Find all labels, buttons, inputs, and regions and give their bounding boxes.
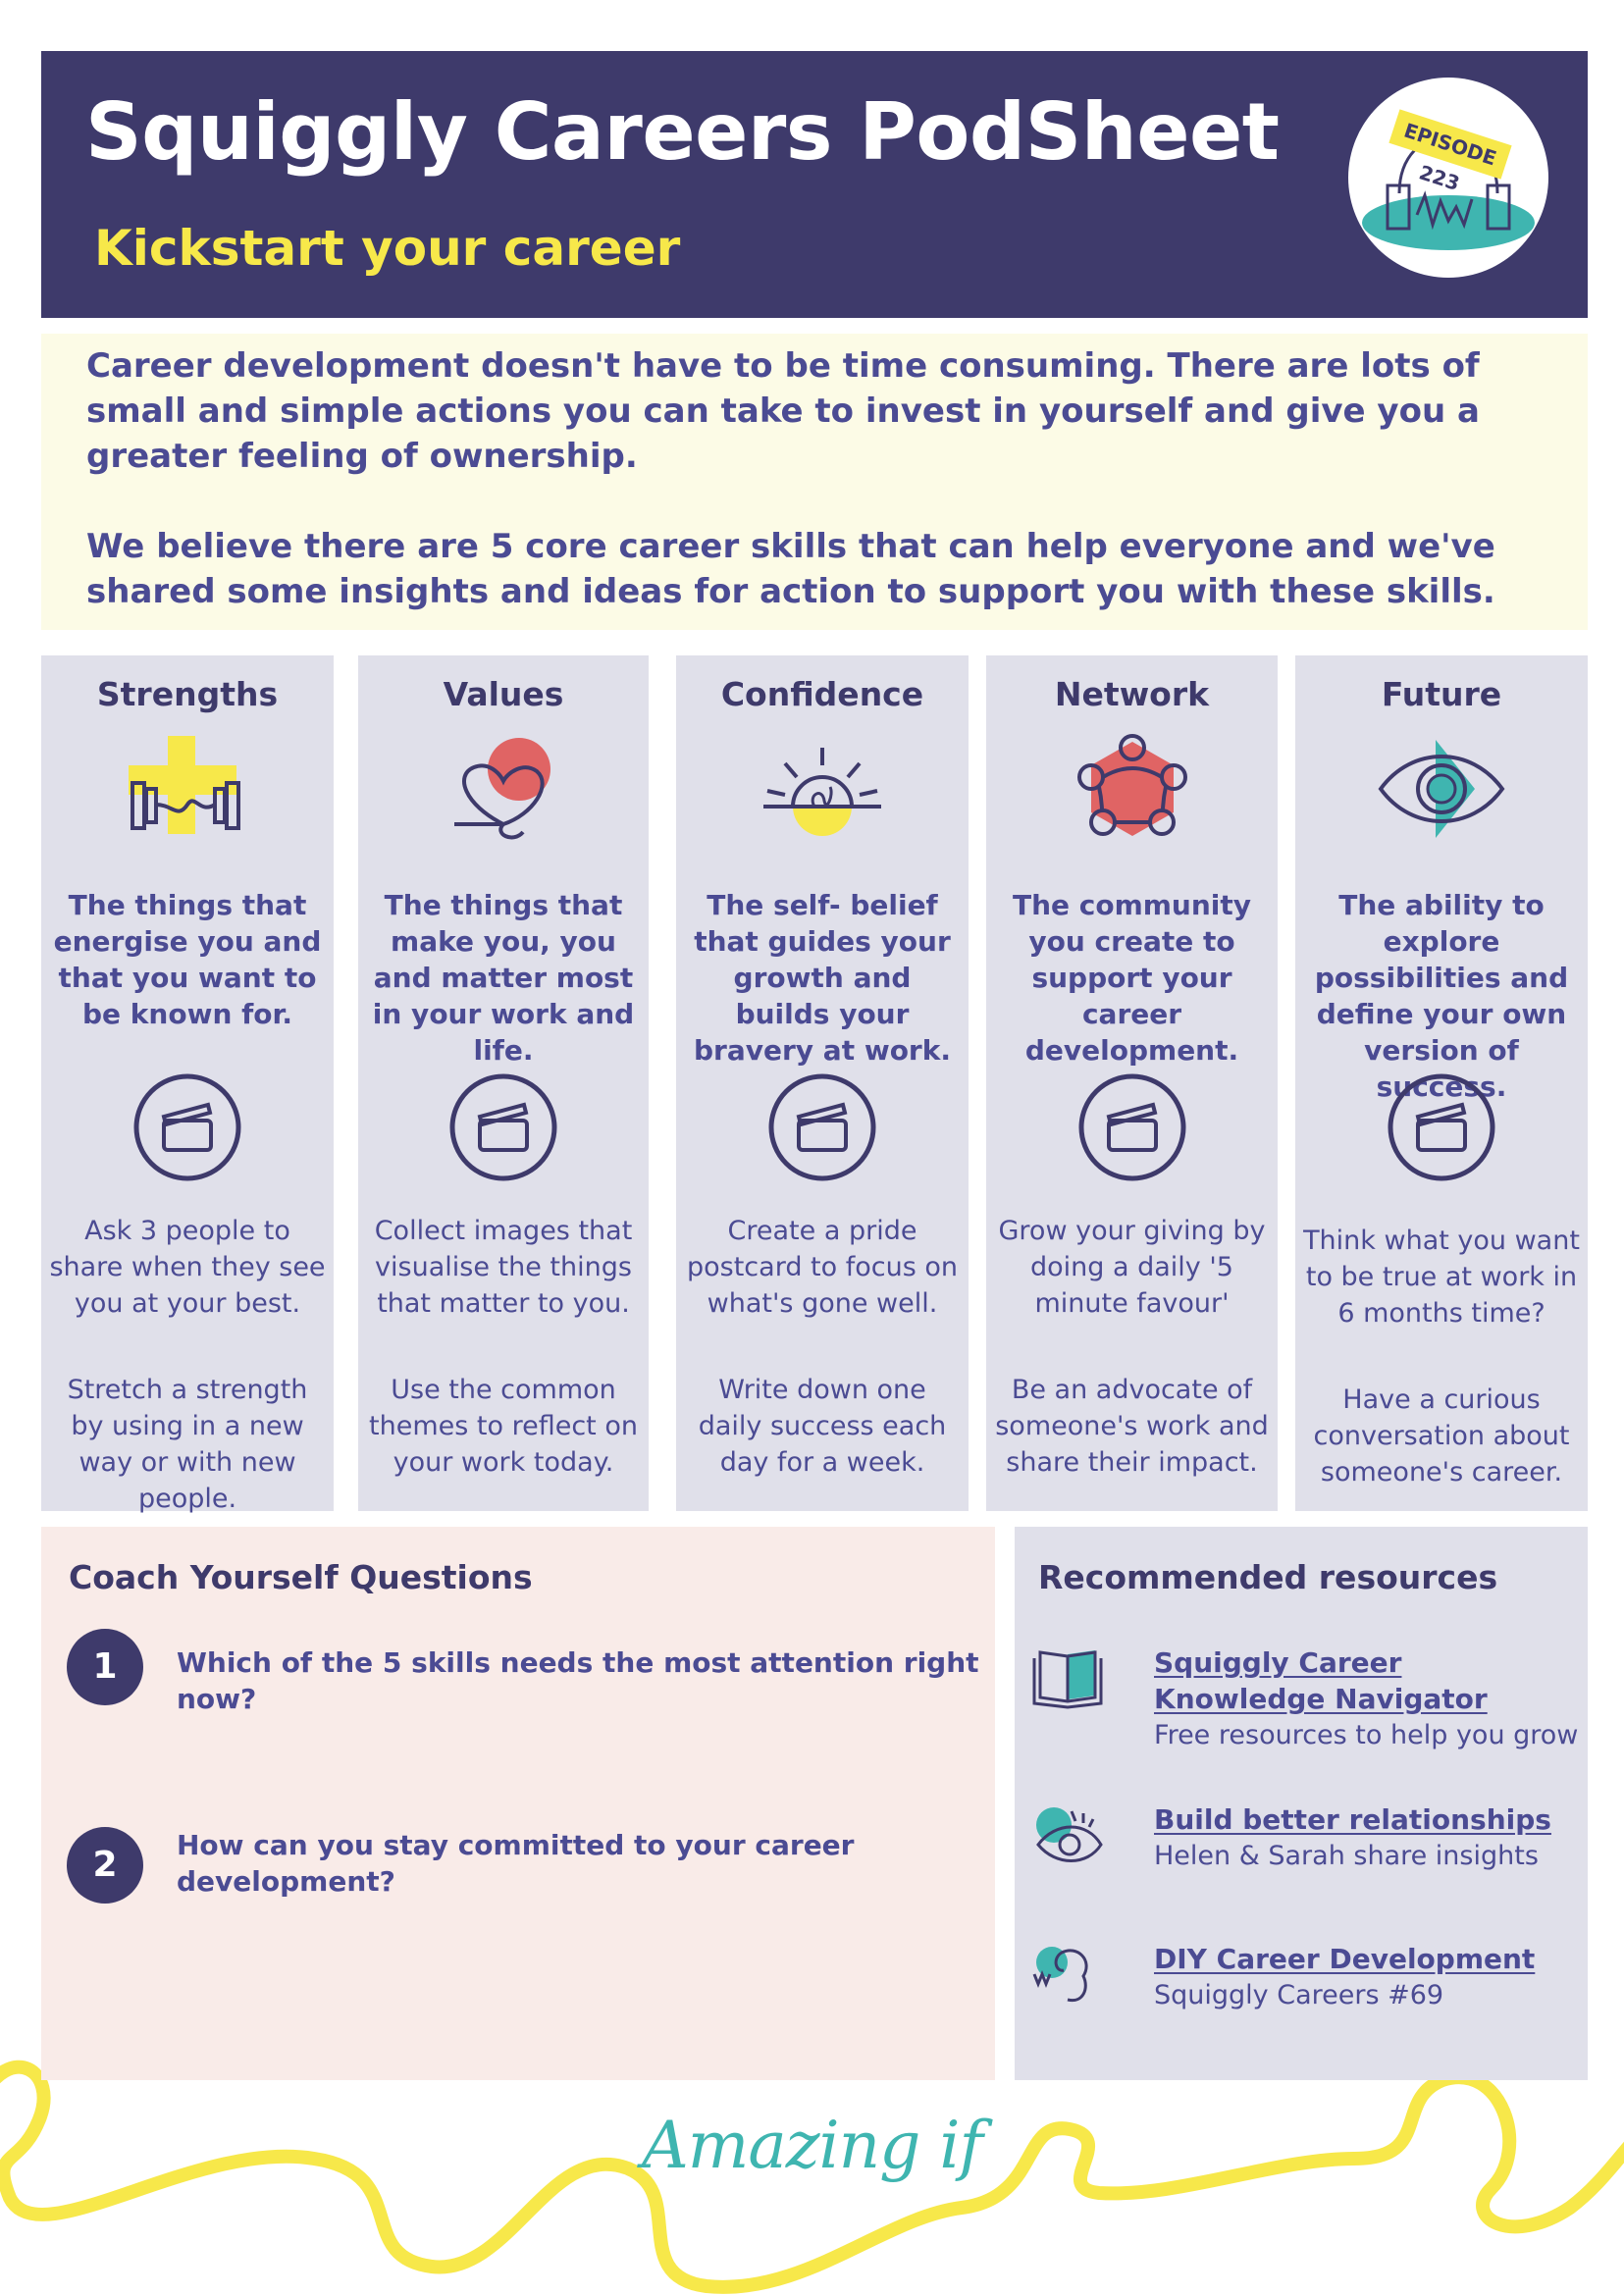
watching-eye-icon [1028,1801,1107,1870]
skill-title: Confidence [720,675,924,713]
book-icon [1028,1644,1107,1713]
recommended-resources-panel [1015,1527,1588,2080]
resource-description: Helen & Sarah share insights [1154,1841,1539,1871]
action-idea-1: Grow your giving by doing a daily '5 minute favour' [998,1216,1266,1319]
amazing-if-logo: Amazing if [642,2108,982,2183]
skill-title: Strengths [96,675,279,713]
eye-icon [1373,726,1510,854]
action-idea-2: Have a curious conversation about someone's career. [1313,1384,1570,1487]
resource-description: Squiggly Careers #69 [1154,1980,1444,2010]
skill-card-network [986,655,1278,1511]
coach-title: Coach Yourself Questions [69,1558,533,1596]
ear-icon [1028,1941,1107,2009]
clapperboard-icon [766,1071,878,1183]
heart-icon [435,726,572,854]
skill-card-strengths [41,655,334,1514]
action-idea-2: Stretch a strength by using in a new way or with new people. [67,1375,308,1514]
clapperboard-icon [131,1071,243,1183]
resources-title: Recommended resources [1038,1558,1498,1596]
skill-title: Values [443,675,564,713]
action-idea-2: Write down one daily success each day for a week. [698,1375,947,1478]
sun-icon [754,726,891,854]
action-idea-1: Create a pride postcard to focus on what's gone well. [687,1216,958,1319]
skill-card-future [1295,655,1588,1511]
action-idea-1: Collect images that visualise the things that matter to you. [374,1216,633,1319]
clapperboard-icon [447,1071,559,1183]
resource-description: Free resources to help you grow [1154,1720,1579,1750]
clapperboard-icon [1386,1071,1497,1183]
skill-description: The community you create to support your career development. [1012,889,1252,1067]
skill-description: The ability to explore possibilities and define your own version of success. [1314,889,1569,1103]
action-idea-2: Use the common themes to reflect on your work today. [369,1375,638,1478]
skill-description: The self- belief that guides your growth and builds your bravery at work. [694,889,951,1067]
episode-badge [1348,78,1548,278]
intro-paragraph-1: Career development doesn't have to be time consuming. There are lots of small and simple actions you can take to invest in yourself and give you a greater feeling of ownership. [86,346,1480,476]
resource-link[interactable]: Squiggly Career Knowledge Navigator [1154,1646,1488,1715]
dumbbell-icon [119,726,256,854]
header-banner [41,51,1588,318]
skill-card-values [358,655,649,1511]
page-title: Squiggly Careers PodSheet [85,86,1280,178]
skill-description: The things that make you, you and matter most in your work and life. [372,889,635,1067]
question-number-1: 1 [67,1629,143,1705]
action-idea-1: Think what you want to be true at work in 6 months time? [1303,1226,1580,1329]
question-text-1: Which of the 5 skills needs the most attention right now? [177,1646,979,1715]
resource-link[interactable]: DIY Career Development [1154,1943,1536,1975]
intro-panel [41,334,1588,630]
page-subtitle: Kickstart your career [94,220,681,277]
intro-paragraph-2: We believe there are 5 core career skills that can help everyone and we've shared some insights and ideas for action to support you with these skills. [86,527,1495,611]
network-icon [1064,726,1201,854]
coach-questions-panel [41,1527,995,2080]
skill-title: Network [1054,675,1210,713]
clapperboard-icon [1076,1071,1188,1183]
resource-link[interactable]: Build better relationships [1154,1803,1551,1836]
skill-card-confidence [676,655,969,1511]
question-text-2: How can you stay committed to your career development? [177,1829,855,1898]
question-number-2: 2 [67,1827,143,1904]
skill-description: The things that energise you and that you want to be known for. [53,889,322,1030]
action-idea-2: Be an advocate of someone's work and share their impact. [995,1375,1269,1478]
episode-label: EPISODE 223 [1388,109,1511,179]
action-idea-1: Ask 3 people to share when they see you at your best. [49,1216,326,1319]
skill-title: Future [1381,675,1502,713]
